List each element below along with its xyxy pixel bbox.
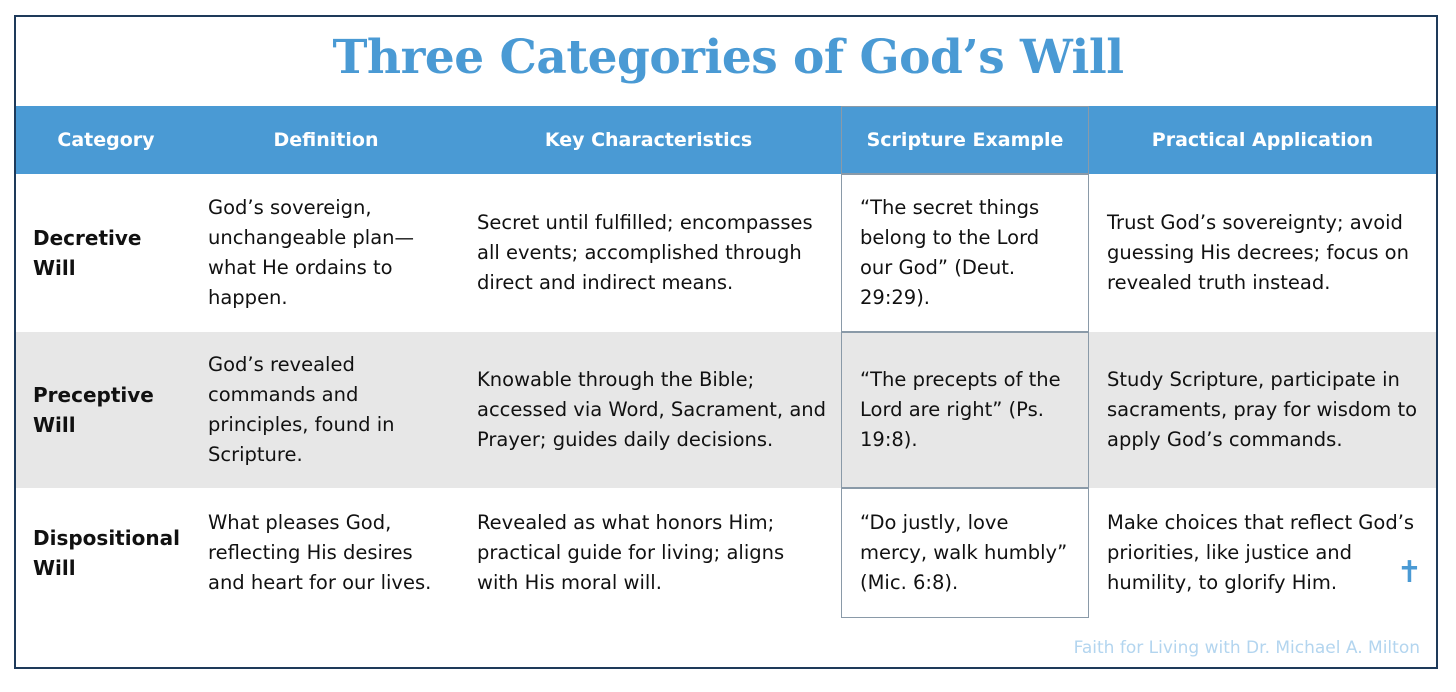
cross-icon: ✝ [1396,555,1422,590]
header-scripture-example: Scripture Example [841,106,1089,174]
scripture-cell [841,174,1089,332]
scripture-cell [841,332,1089,488]
category-label: Dispositional Will [33,526,180,580]
scripture-cell [841,488,1089,618]
scripture-text: “The secret things belong to the Lord our God” (Deut. 29:29). [860,196,1040,309]
scripture-text: “The precepts of the Lord are right” (Ps. 19:8). [860,368,1061,451]
application-text: Make choices that reflect God’s priorities, like justice and humility, to glorify Him. [1107,511,1415,594]
definition-cell [196,488,456,618]
table-row-dispositional [16,488,1436,618]
characteristics-cell [456,332,841,488]
category-label: Preceptive Will [33,383,154,437]
header-definition: Definition [273,129,379,151]
application-cell [1089,174,1436,332]
table-row-decretive [16,174,1436,332]
application-text: Study Scripture, participate in sacraments, pray for wisdom to apply God’s commands. [1107,368,1418,451]
definition-text: What pleases God, reflecting His desires and heart for our lives. [208,511,432,594]
category-cell [16,174,196,332]
table-row-preceptive [16,332,1436,488]
category-cell [16,332,196,488]
application-text: Trust God’s sovereignty; avoid guessing His decrees; focus on revealed truth instead. [1107,211,1409,294]
characteristics-text: Secret until fulfilled; encompasses all events; accomplished through direct and indirect means. [477,211,813,294]
header-category: Category [57,129,155,151]
header-practical-application: Practical Application [1151,129,1374,151]
category-label: Decretive Will [33,226,142,280]
scripture-text: “Do justly, love mercy, walk humbly” (Mic. 6:8). [860,511,1068,594]
characteristics-cell [456,488,841,618]
characteristics-text: Knowable through the Bible; accessed via Word, Sacrament, and Prayer; guides daily decisions. [477,368,827,451]
page-title: Three Categories of God’s Will [332,30,1124,85]
characteristics-text: Revealed as what honors Him; practical guide for living; aligns with His moral will. [477,511,785,594]
definition-text: God’s revealed commands and principles, found in Scripture. [208,353,395,466]
credit-watermark: Faith for Living with Dr. Michael A. Milton [1073,638,1420,658]
definition-cell [196,174,456,332]
definition-cell [196,332,456,488]
characteristics-cell [456,174,841,332]
header-key-characteristics: Key Characteristics [544,129,753,151]
table-header-row [16,106,1436,174]
application-cell [1089,488,1436,618]
category-cell [16,488,196,618]
application-cell [1089,332,1436,488]
definition-text: God’s sovereign, unchangeable plan—what He ordains to happen. [208,196,415,309]
